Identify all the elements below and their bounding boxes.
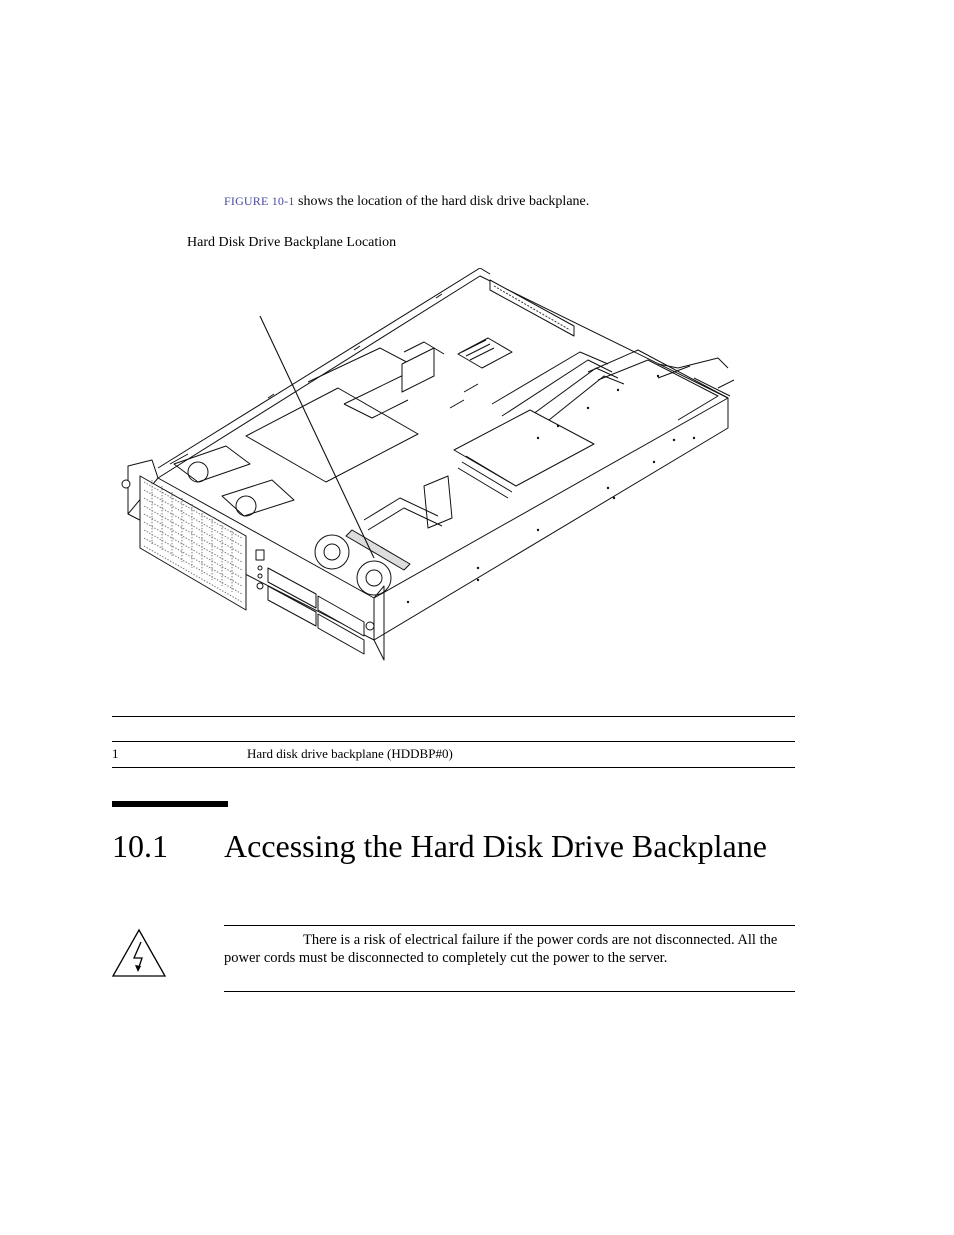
caution-top-rule — [224, 925, 795, 926]
intro-text: shows the location of the hard disk drive backplane. — [294, 194, 590, 209]
chassis-outline — [128, 268, 728, 660]
intro-paragraph — [224, 192, 589, 211]
caution-bottom-rule — [224, 991, 795, 992]
caution-text: There is a risk of electrical failure if the power cords are not disconnected. All the power cords must be disconnected to completely cut the power to the server. — [224, 932, 778, 966]
server-chassis-illustration — [118, 268, 738, 668]
figure-caption: Hard Disk Drive Backplane Location — [187, 235, 397, 250]
section-title: Accessing the Hard Disk Drive Backplane — [224, 828, 767, 864]
section-bar — [112, 801, 228, 807]
section-number: 10.1 — [112, 828, 168, 864]
electrical-hazard-icon — [111, 928, 167, 978]
table-bottom-rule — [112, 767, 795, 768]
figure-cross-reference-link[interactable]: FIGURE 10-1 — [224, 194, 295, 208]
table-header-rule — [112, 741, 795, 742]
callout-description: Hard disk drive backplane (HDDBP#0) — [247, 746, 453, 761]
table-top-rule — [112, 716, 795, 717]
caution-paragraph — [224, 931, 795, 967]
callout-number: 1 — [112, 746, 119, 761]
